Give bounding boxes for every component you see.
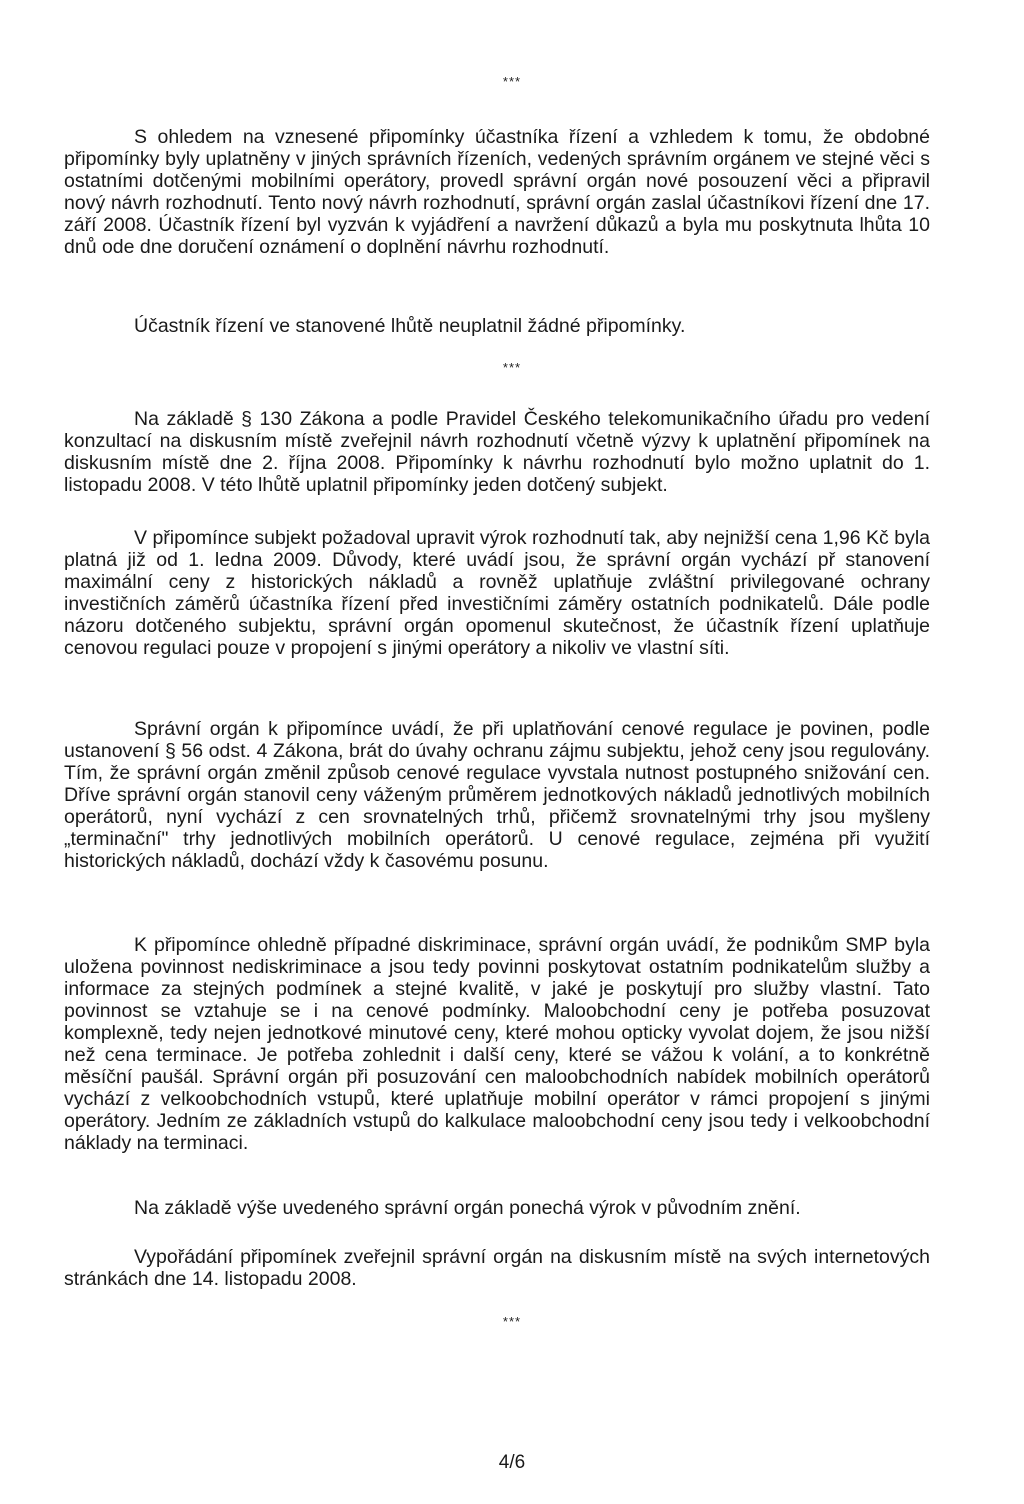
section-separator: ***: [502, 74, 522, 89]
paragraph-5: [64, 718, 930, 872]
paragraph-6-text: K připomínce ohledně případné diskriminace, správní orgán uvádí, že podnikům SMP byla uložena povinnost nediskriminace a jsou tedy povinni poskytovat ostatním podnikatelům služby a informace za stejných podmínek a stejné kvalitě, v jaké je poskytují pro služby vlastní. Tato povinnost se vztahuje se i na cenové podmínky. Maloobchodní ceny je potřeba posuzovat komplexně, tedy nejen jednotkové minutové ceny, které mohou opticky vyvolat dojem, že jsou nižší než cena terminace. Je potřeba zohlednit i další ceny, které se vážou k volání, a to konkrétně měsíční paušál. Správní orgán při posuzování cen maloobchodních nabídek mobilních operátorů vychází z velkoobchodních vstupů, které uplatňuje mobilní operátor v rámci propojení s jinými operátory. Jedním ze základních vstupů do kalkulace maloobchodní ceny jsou tedy i velkoobchodní náklady na terminaci.: [64, 934, 930, 1154]
paragraph-7: Na základě výše uvedeného správní orgán ponechá výrok v původním znění.: [134, 1197, 801, 1219]
paragraph-1: [64, 126, 930, 258]
paragraph-8: [64, 1246, 930, 1290]
paragraph-4-text: V připomínce subjekt požadoval upravit výrok rozhodnutí tak, aby nejnižší cena 1,96 Kč byla platná již od 1. ledna 2009. Důvody, které uvádí jsou, že správní orgán vychází př stanovení maximální ceny z historických nákladů a rovněž uplatňuje zvláštní privilegované ochrany investičních záměrů účastníka řízení před investičními záměry ostatních podnikatelů. Dále podle názoru dotčeného subjektu, správní orgán opomenul skutečnost, že účastník řízení uplatňuje cenovou regulaci pouze v propojení s jinými operátory a nikoliv ve vlastní síti.: [64, 527, 930, 659]
paragraph-4: [64, 527, 930, 659]
paragraph-5-text: Správní orgán k připomínce uvádí, že při uplatňování cenové regulace je povinen, podle ustanovení § 56 odst. 4 Zákona, brát do úvahy ochranu zájmu subjektu, jehož ceny jsou regulovány. Tím, že správní orgán změnil způsob cenové regulace vyvstala nutnost postupného snižování cen. Dříve správní orgán stanovil ceny váženým průměrem jednotkových nákladů jednotlivých mobilních operátorů, nyní vychází z cen srovnatelných trhů, přičemž srovnatelnými trhy jsou myšleny „terminační" trhy jednotlivých mobilních operátorů. U cenové regulace, zejména při využití historických nákladů, dochází vždy k časovému posunu.: [64, 718, 930, 872]
paragraph-6: [64, 934, 930, 1154]
section-separator: ***: [502, 1314, 522, 1329]
section-separator: ***: [502, 360, 522, 375]
paragraph-8-text: Vypořádání připomínek zveřejnil správní orgán na diskusním místě na svých internetových stránkách dne 14. listopadu 2008.: [64, 1246, 930, 1290]
paragraph-2: Účastník řízení ve stanovené lhůtě neuplatnil žádné připomínky.: [134, 315, 686, 337]
paragraph-3-text: Na základě § 130 Zákona a podle Pravidel Českého telekomunikačního úřadu pro vedení konzultací na diskusním místě zveřejnil návrh rozhodnutí včetně výzvy k uplatnění připomínek na diskusním místě dne 2. října 2008. Připomínky k návrhu rozhodnutí bylo možno uplatnit do 1. listopadu 2008. V této lhůtě uplatnil připomínky jeden dotčený subjekt.: [64, 408, 930, 496]
page-number: 4/6: [498, 1452, 526, 1473]
paragraph-1-text: S ohledem na vznesené připomínky účastníka řízení a vzhledem k tomu, že obdobné připomínky byly uplatněny v jiných správních řízeních, vedených správním orgánem ve stejné věci s ostatními dotčenými mobilními operátory, provedl správní orgán nové posouzení věci a připravil nový návrh rozhodnutí. Tento nový návrh rozhodnutí, správní orgán zaslal účastníkovi řízení dne 17. září 2008. Účastník řízení byl vyzván k vyjádření a navržení důkazů a byla mu poskytnuta lhůta 10 dnů ode dne doručení oznámení o doplnění návrhu rozhodnutí.: [64, 126, 930, 258]
paragraph-3: [64, 408, 930, 496]
